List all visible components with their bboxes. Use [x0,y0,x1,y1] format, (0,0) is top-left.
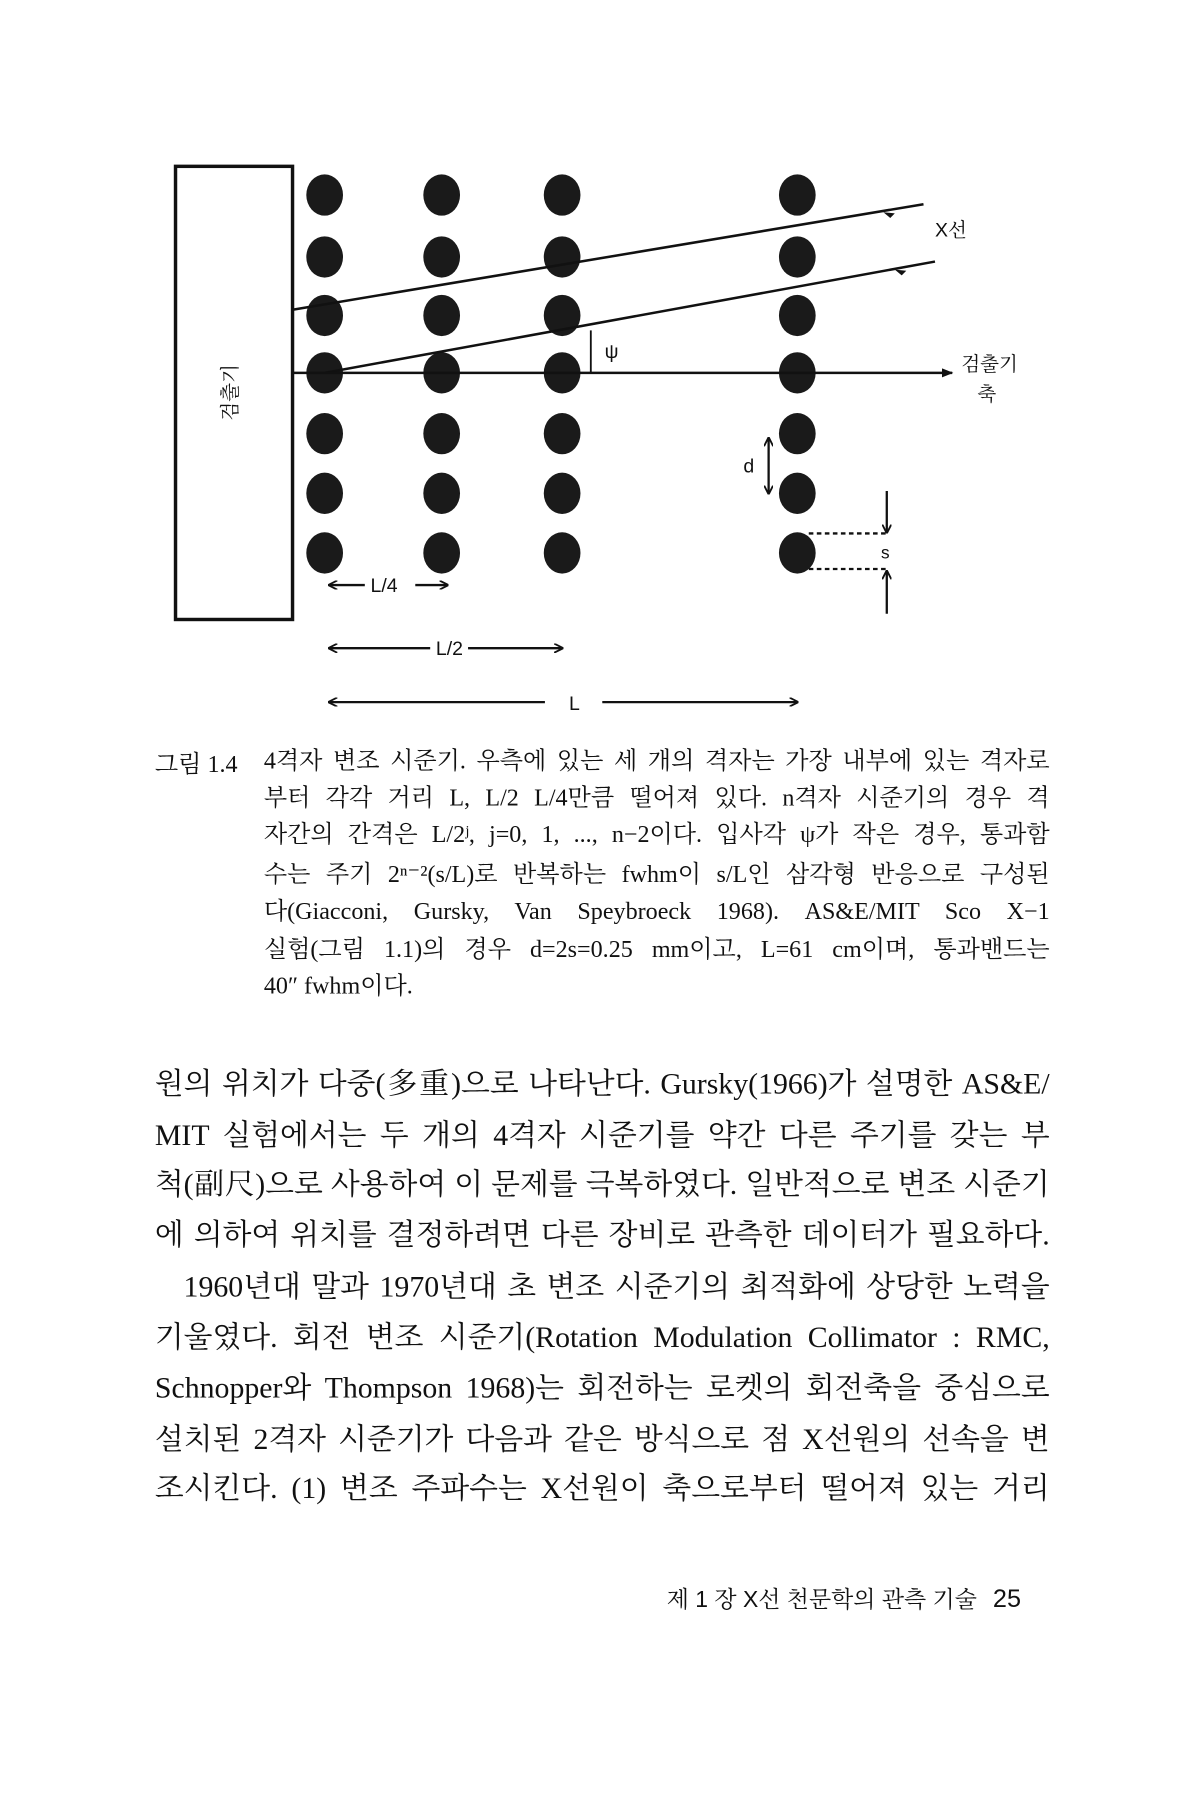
caption-line: 부터 각각 거리 L, L/2 L/4만큼 떨어져 있다. n격자 시준기의 경우 격 [263,783,1050,812]
body-line: 원의 위치가 다중(多重)으로 나타난다. Gursky(1966)가 설명한 AS&E/ [154,1066,1050,1101]
body-line: 설치된 2격자 시준기가 다음과 같은 방식으로 점 X선원의 선속을 변 [154,1422,1050,1456]
grid-slat [423,413,460,454]
grid-slat [423,174,460,215]
grid-slat [544,236,581,277]
xray-ray-2 [325,262,935,373]
caption-line: 4격자 변조 시준기. 우측에 있는 세 개의 격자는 가장 내부에 있는 격자로 [263,746,1050,775]
grid-slat [779,413,816,454]
grid-slat [779,174,816,215]
collimator-figure [0,0,1200,734]
body-line: Schnopper와 Thompson 1968)는 회전하는 로켓의 회전축을 중심으로 [154,1370,1050,1405]
xray-ray-1 [293,204,924,310]
body-line: 1960년대 말과 1970년대 초 변조 시준기의 최적화에 상당한 노력을 [183,1269,1050,1304]
grid-slat [779,295,816,336]
grid-slat [306,236,343,277]
grid-slat [423,532,460,573]
d-label: d [743,455,755,478]
l2-label: L/2 [435,638,464,661]
grid-slat [779,236,816,277]
caption-line: 실험(그림 1.1)의 경우 d=2s=0.25 mm이고, L=61 cm이며, 통과밴드는 [263,934,1050,963]
s-label: s [881,542,890,563]
body-line: MIT 실험에서는 두 개의 4격자 시준기를 약간 다른 주기를 갖는 부 [154,1118,1050,1152]
grid-slat [544,413,581,454]
body-line: 기울였다. 회전 변조 시준기(Rotation Modulation Collimator : RMC, [154,1320,1050,1354]
grid-slat [306,473,343,514]
axis-label-2: 축 [977,383,997,406]
caption-line: 자간의 간격은 L/2ʲ, j=0, 1, ..., n−2이다. 입사각 ψ가 작은 경우, 통과함 [263,820,1050,848]
grid-slat [423,473,460,514]
grid-slat [779,473,816,514]
l-label: L [569,693,580,716]
caption-line: 다(Giacconi, Gursky, Van Speybroeck 1968). AS&E/MIT Sco X−1 [263,897,1050,925]
psi-label: ψ [604,340,619,363]
l4-label: L/4 [370,574,398,597]
detector-label: 검출기 [219,364,242,421]
grid-slat [306,174,343,215]
grid-slat [544,473,581,514]
grid-slat [423,236,460,277]
xray-label: X선 [934,219,967,242]
grid-slat [544,532,581,573]
body-line: 척(副尺)으로 사용하여 이 문제를 극복하였다. 일반적으로 변조 시준기 [154,1167,1050,1202]
grid-slat [779,532,816,573]
page-footer [667,1581,1021,1614]
body-line: 조시킨다. (1) 변조 주파수는 X선원이 축으로부터 떨어져 있는 거리 [154,1471,1050,1506]
caption-line: 수는 주기 2ⁿ⁻²(s/L)로 반복하는 fwhm이 s/L인 삼각형 반응으로 구성된 [263,860,1050,888]
page-number: 25 [992,1584,1022,1613]
caption-line: 40″ fwhm이다. [263,971,413,1000]
axis-label-1: 검출기 [961,353,1018,376]
grid-slat [306,532,343,573]
caption-label: 그림 1.4 [154,750,238,778]
grid-slat [306,413,343,454]
grid-slat [544,174,581,215]
running-head: 제 1 장 X선 천문학의 관측 기술 [666,1587,977,1613]
grid-slat [423,295,460,336]
body-line: 에 의하여 위치를 결정하려면 다른 장비로 관측한 데이터가 필요하다. [154,1218,1050,1252]
